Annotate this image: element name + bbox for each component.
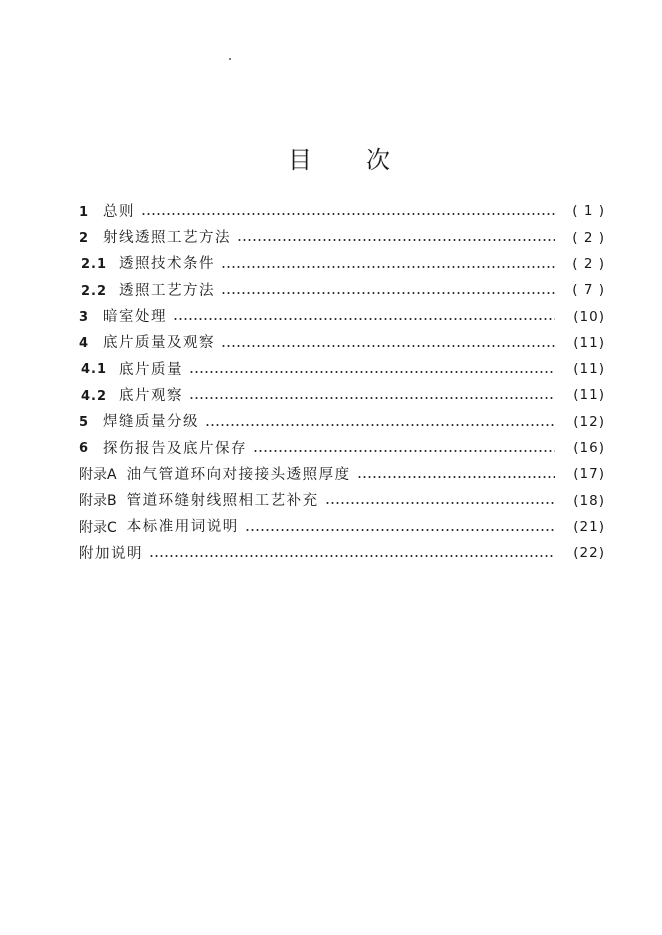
toc-entry[interactable] <box>79 515 605 541</box>
toc-entry-page: ( 2 ) <box>572 229 605 246</box>
toc-title-char-2: 次 <box>366 146 390 174</box>
toc-entry-label: 管道环缝射线照相工艺补充 <box>126 493 319 510</box>
toc-entry-page: (22) <box>573 545 605 562</box>
toc-entry-label: 总则 <box>103 203 135 220</box>
dot-leader <box>141 213 555 215</box>
toc-entry-page: (16) <box>573 440 605 457</box>
toc-entry-number: 附录B <box>79 493 117 510</box>
toc-entry-page: (10) <box>573 308 605 325</box>
toc-entry-page: (17) <box>573 466 605 483</box>
toc-entry-label: 底片观察 <box>119 387 183 404</box>
toc-entry-number: 3 <box>79 309 89 325</box>
scan-speck <box>229 58 231 60</box>
dot-leader <box>189 371 555 373</box>
dot-leader <box>357 476 555 478</box>
toc-entry[interactable] <box>79 304 605 330</box>
dot-leader <box>221 266 555 268</box>
dot-leader <box>325 502 555 504</box>
toc-entry-page: (21) <box>573 518 605 535</box>
toc-entry-page: (11) <box>573 334 605 351</box>
toc-entry-label: 暗室处理 <box>103 309 167 326</box>
toc-entry-number: 4.2 <box>81 388 108 404</box>
toc-entry[interactable] <box>79 541 605 567</box>
dot-leader <box>221 345 555 347</box>
dot-leader <box>221 292 555 294</box>
toc-entry[interactable] <box>79 436 605 462</box>
toc-entry[interactable] <box>79 225 605 251</box>
toc-entry-number: 2.1 <box>81 257 108 273</box>
toc-entry-page: ( 1 ) <box>572 203 605 220</box>
toc-entry-page: ( 2 ) <box>572 255 605 272</box>
toc-entry[interactable] <box>79 357 605 383</box>
toc-entry-label: 底片质量 <box>119 361 183 378</box>
toc-entry[interactable] <box>79 330 605 356</box>
toc-entry[interactable] <box>79 199 605 225</box>
dot-leader <box>149 555 555 557</box>
toc-entry-number: 附录C <box>79 519 117 536</box>
toc-entry-label: 附加说明 <box>79 545 143 562</box>
toc-entry[interactable] <box>79 383 605 409</box>
toc-entry-number: 4.1 <box>81 362 108 378</box>
dot-leader <box>205 424 555 426</box>
toc-entry-label: 底片质量及观察 <box>103 335 215 352</box>
toc-entry-label: 本标准用词说明 <box>126 519 239 536</box>
toc-entry-label: 探伤报告及底片保存 <box>103 440 247 457</box>
toc-entry[interactable] <box>79 409 605 435</box>
toc-entry[interactable] <box>79 278 605 304</box>
toc-entry-page: (11) <box>573 387 605 404</box>
toc-entry[interactable] <box>79 488 605 514</box>
toc-entry-label: 透照技术条件 <box>119 256 215 273</box>
toc-entry-page: (11) <box>573 361 605 378</box>
toc-entry-label: 透照工艺方法 <box>119 282 215 299</box>
toc-entry-label: 油气管道环向对接接头透照厚度 <box>126 466 351 483</box>
toc-entry-label: 焊缝质量分级 <box>103 414 199 431</box>
toc-entry[interactable] <box>79 252 605 278</box>
toc-entry-number: 6 <box>79 441 89 457</box>
toc-entry-number: 附录A <box>79 467 117 484</box>
toc-title <box>0 140 662 174</box>
dot-leader <box>189 397 555 399</box>
toc-entry-number: 1 <box>79 204 89 220</box>
toc-entry-label: 射线透照工艺方法 <box>103 230 231 247</box>
dot-leader <box>253 450 555 452</box>
toc-entry-page: (12) <box>573 413 605 430</box>
toc-entry-number: 4 <box>79 336 89 352</box>
toc-entry-page: ( 7 ) <box>572 282 605 299</box>
toc-title-char-1: 目 <box>288 146 312 174</box>
toc-entry[interactable] <box>79 462 605 488</box>
dot-leader <box>237 239 555 241</box>
table-of-contents <box>79 199 605 567</box>
toc-entry-number: 2.2 <box>81 283 108 299</box>
toc-entry-number: 5 <box>79 415 89 431</box>
dot-leader <box>173 318 555 320</box>
toc-entry-number: 2 <box>79 230 89 246</box>
toc-entry-page: (18) <box>573 492 605 509</box>
dot-leader <box>245 529 555 531</box>
